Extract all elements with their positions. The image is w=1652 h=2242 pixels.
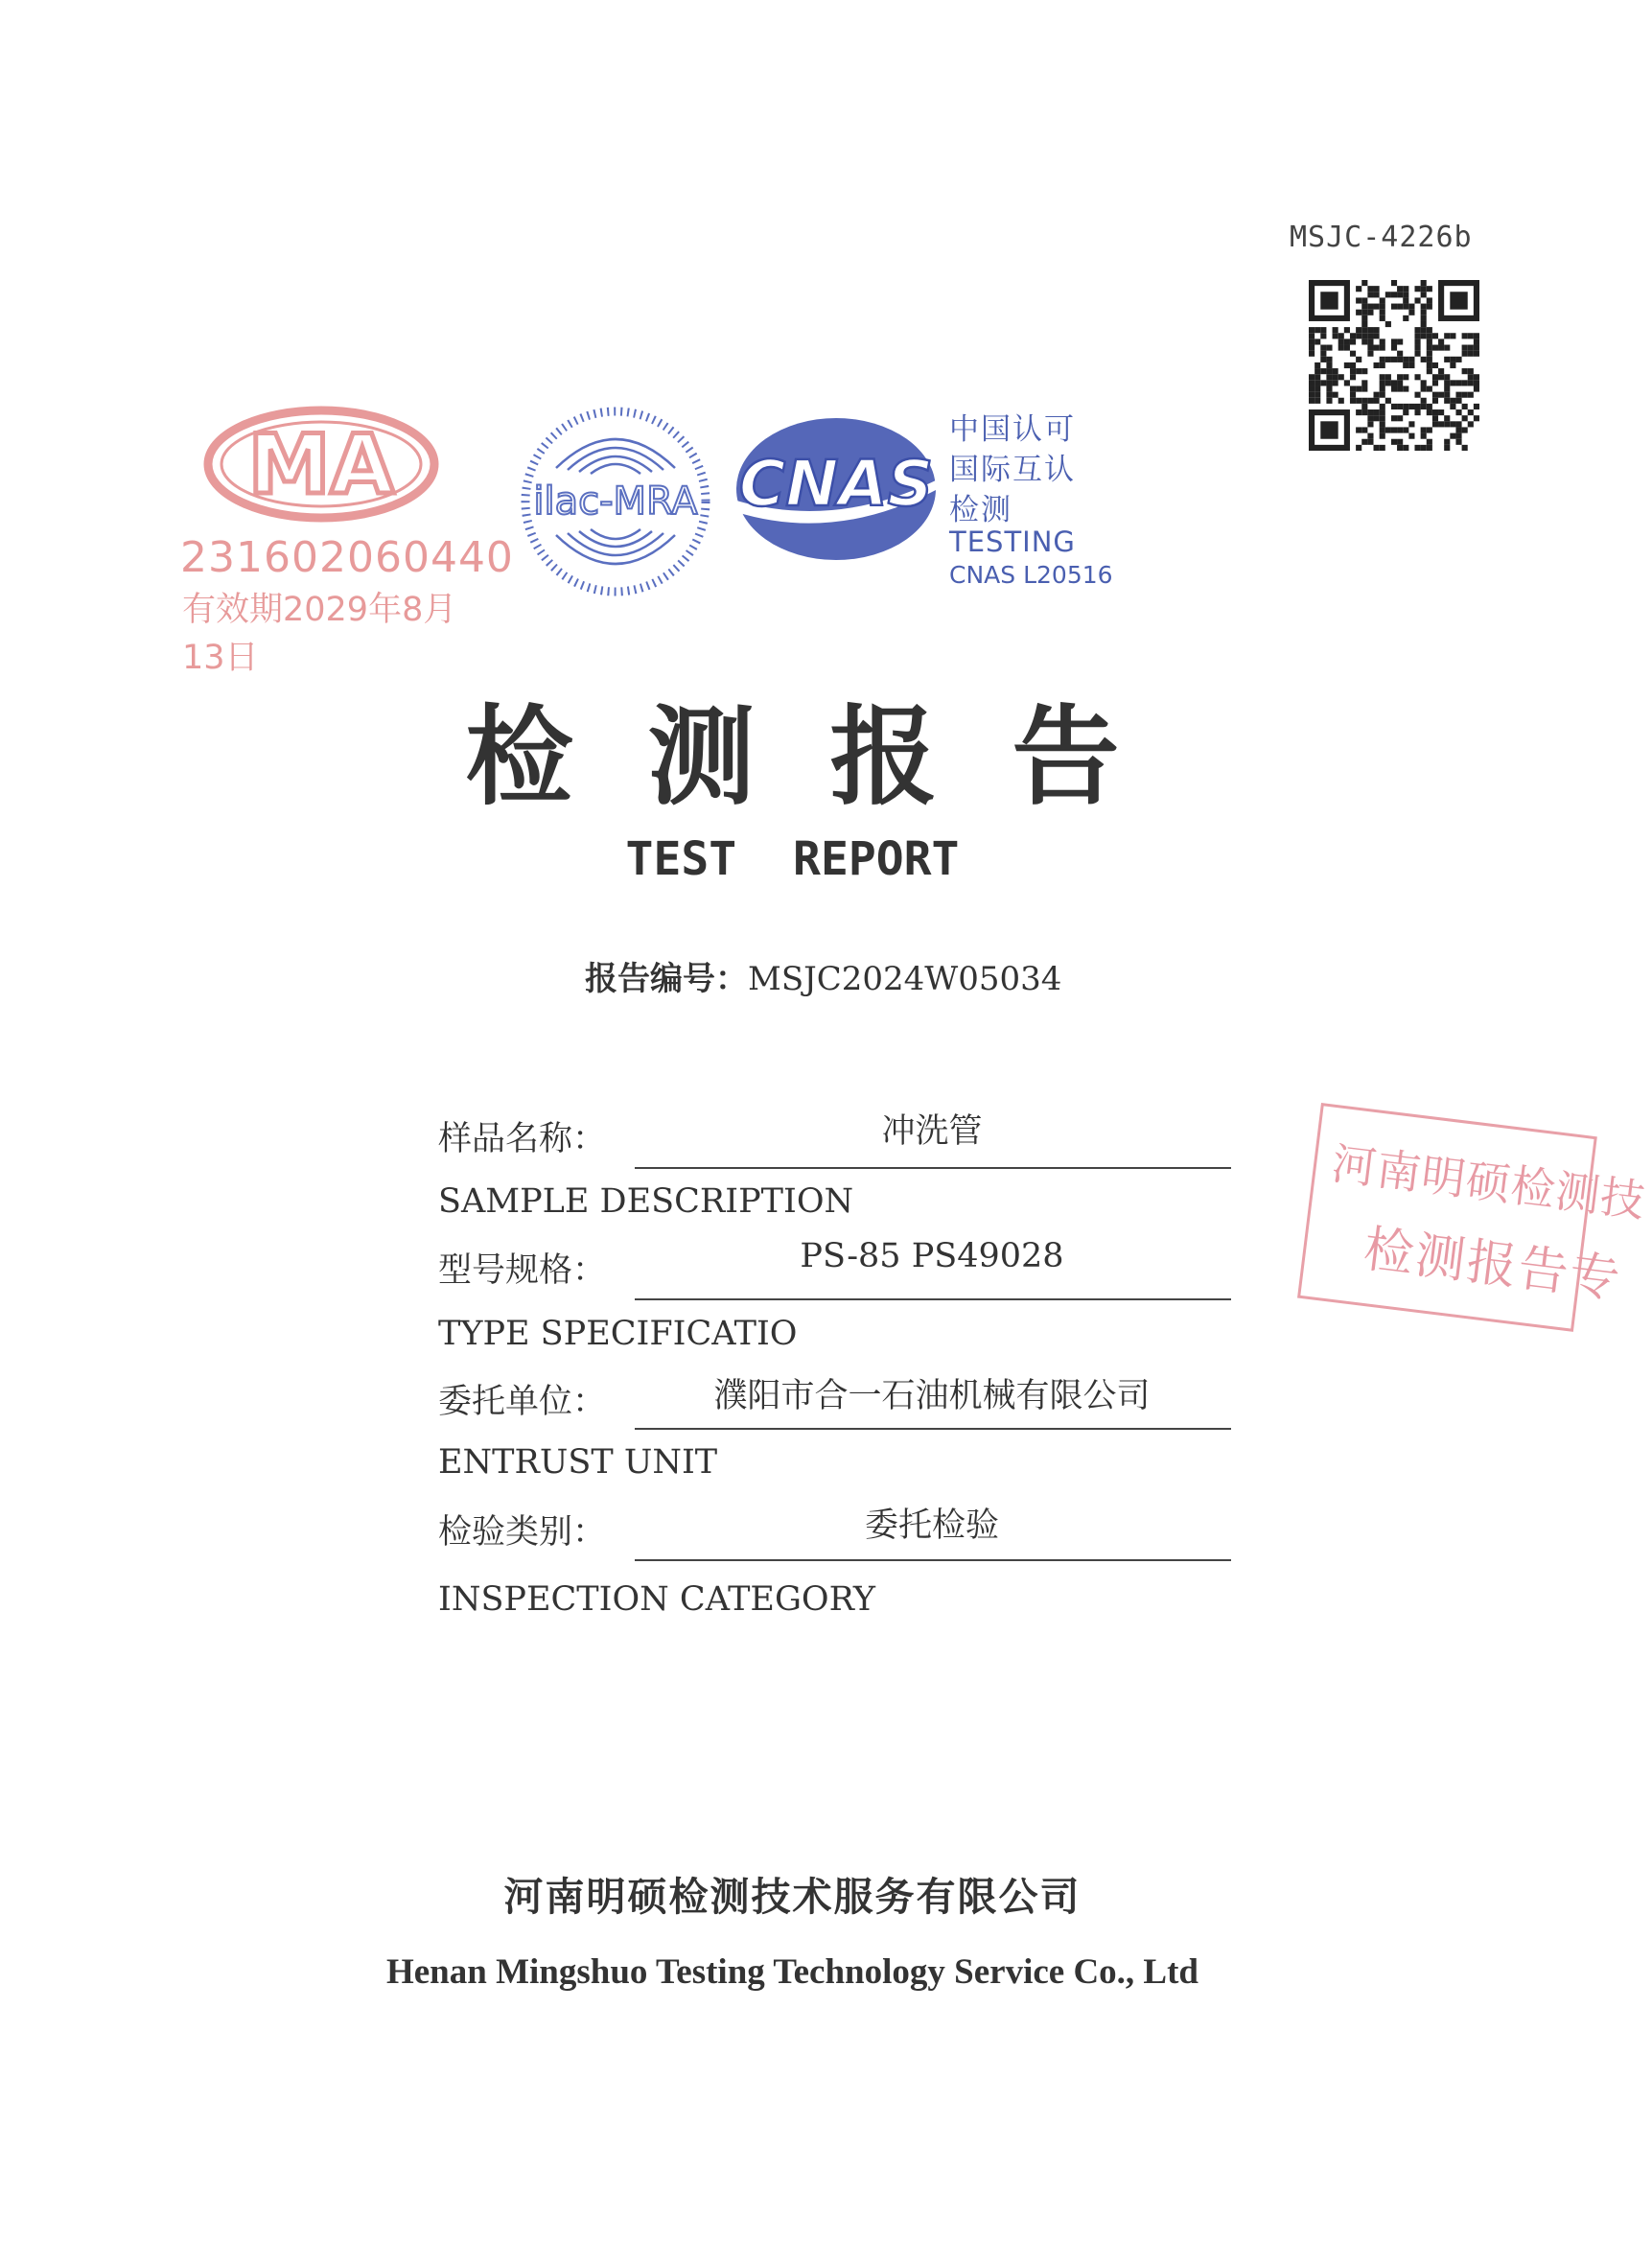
report-title-cn: 检测报告 (465, 694, 1195, 820)
cnas-side-line-4: TESTING (949, 525, 1076, 558)
sample-name-value: 冲洗管 (881, 1112, 983, 1151)
cnas-side-line-1: 中国认可 (949, 412, 1076, 447)
ilac-mra-logo (518, 401, 714, 602)
inspection-category-label-en: INSPECTION CATEGORY (438, 1580, 875, 1619)
cnas-side-line-2: 国际互认 (949, 453, 1076, 487)
entrust-unit-value: 濮阳市合一石油机械有限公司 (713, 1377, 1151, 1415)
entrust-unit-label: 委托单位： (438, 1383, 607, 1421)
sample-name-label-en: SAMPLE DESCRIPTION (438, 1182, 854, 1221)
report-title-en: TEST REPORT (625, 832, 960, 886)
sample-name-underline (635, 1167, 1231, 1169)
type-spec-label: 型号规格： (438, 1251, 607, 1290)
company-name-en: Henan Mingshuo Testing Technology Service Co., Ltd (385, 1952, 1199, 1992)
company-name-cn: 河南明硕检测技术服务有限公司 (503, 1874, 1082, 1920)
type-spec-underline (635, 1298, 1231, 1300)
report-number-label: 报告编号： (585, 960, 748, 998)
document-code: MSJC-4226b (1290, 221, 1473, 254)
cma-validity: 有效期2029年8月13日 (182, 591, 457, 677)
cnas-side-line-3: 检测 (949, 493, 1012, 527)
report-number-value: MSJC2024W05034 (748, 960, 1062, 998)
cnas-text: CNAS (738, 447, 934, 521)
sample-name-label: 样品名称： (438, 1120, 607, 1158)
type-spec-label-en: TYPE SPECIFICATIO (438, 1315, 798, 1353)
cma-number: 231602060440 (180, 533, 514, 582)
stamp-line-2: 检测报告专 (1361, 1220, 1625, 1310)
cnas-side-line-5: CNAS L20516 (949, 561, 1113, 589)
cma-logo-text: MA (247, 417, 395, 513)
cnas-logo (727, 412, 945, 566)
entrust-unit-label-en: ENTRUST UNIT (438, 1443, 718, 1482)
report-number (585, 952, 1122, 999)
ilac-mra-text: ilac-MRA (533, 479, 698, 524)
red-stamp (1297, 1103, 1649, 1332)
entrust-unit-underline (635, 1428, 1231, 1430)
inspection-category-label: 检验类别： (438, 1513, 607, 1552)
inspection-category-underline (635, 1559, 1231, 1561)
inspection-category-value: 委托检验 (864, 1506, 999, 1545)
qr-code-icon (1309, 280, 1479, 451)
stamp-line-1: 河南明硕检测技 (1329, 1137, 1649, 1227)
type-spec-value: PS-85 PS49028 (800, 1237, 1064, 1275)
